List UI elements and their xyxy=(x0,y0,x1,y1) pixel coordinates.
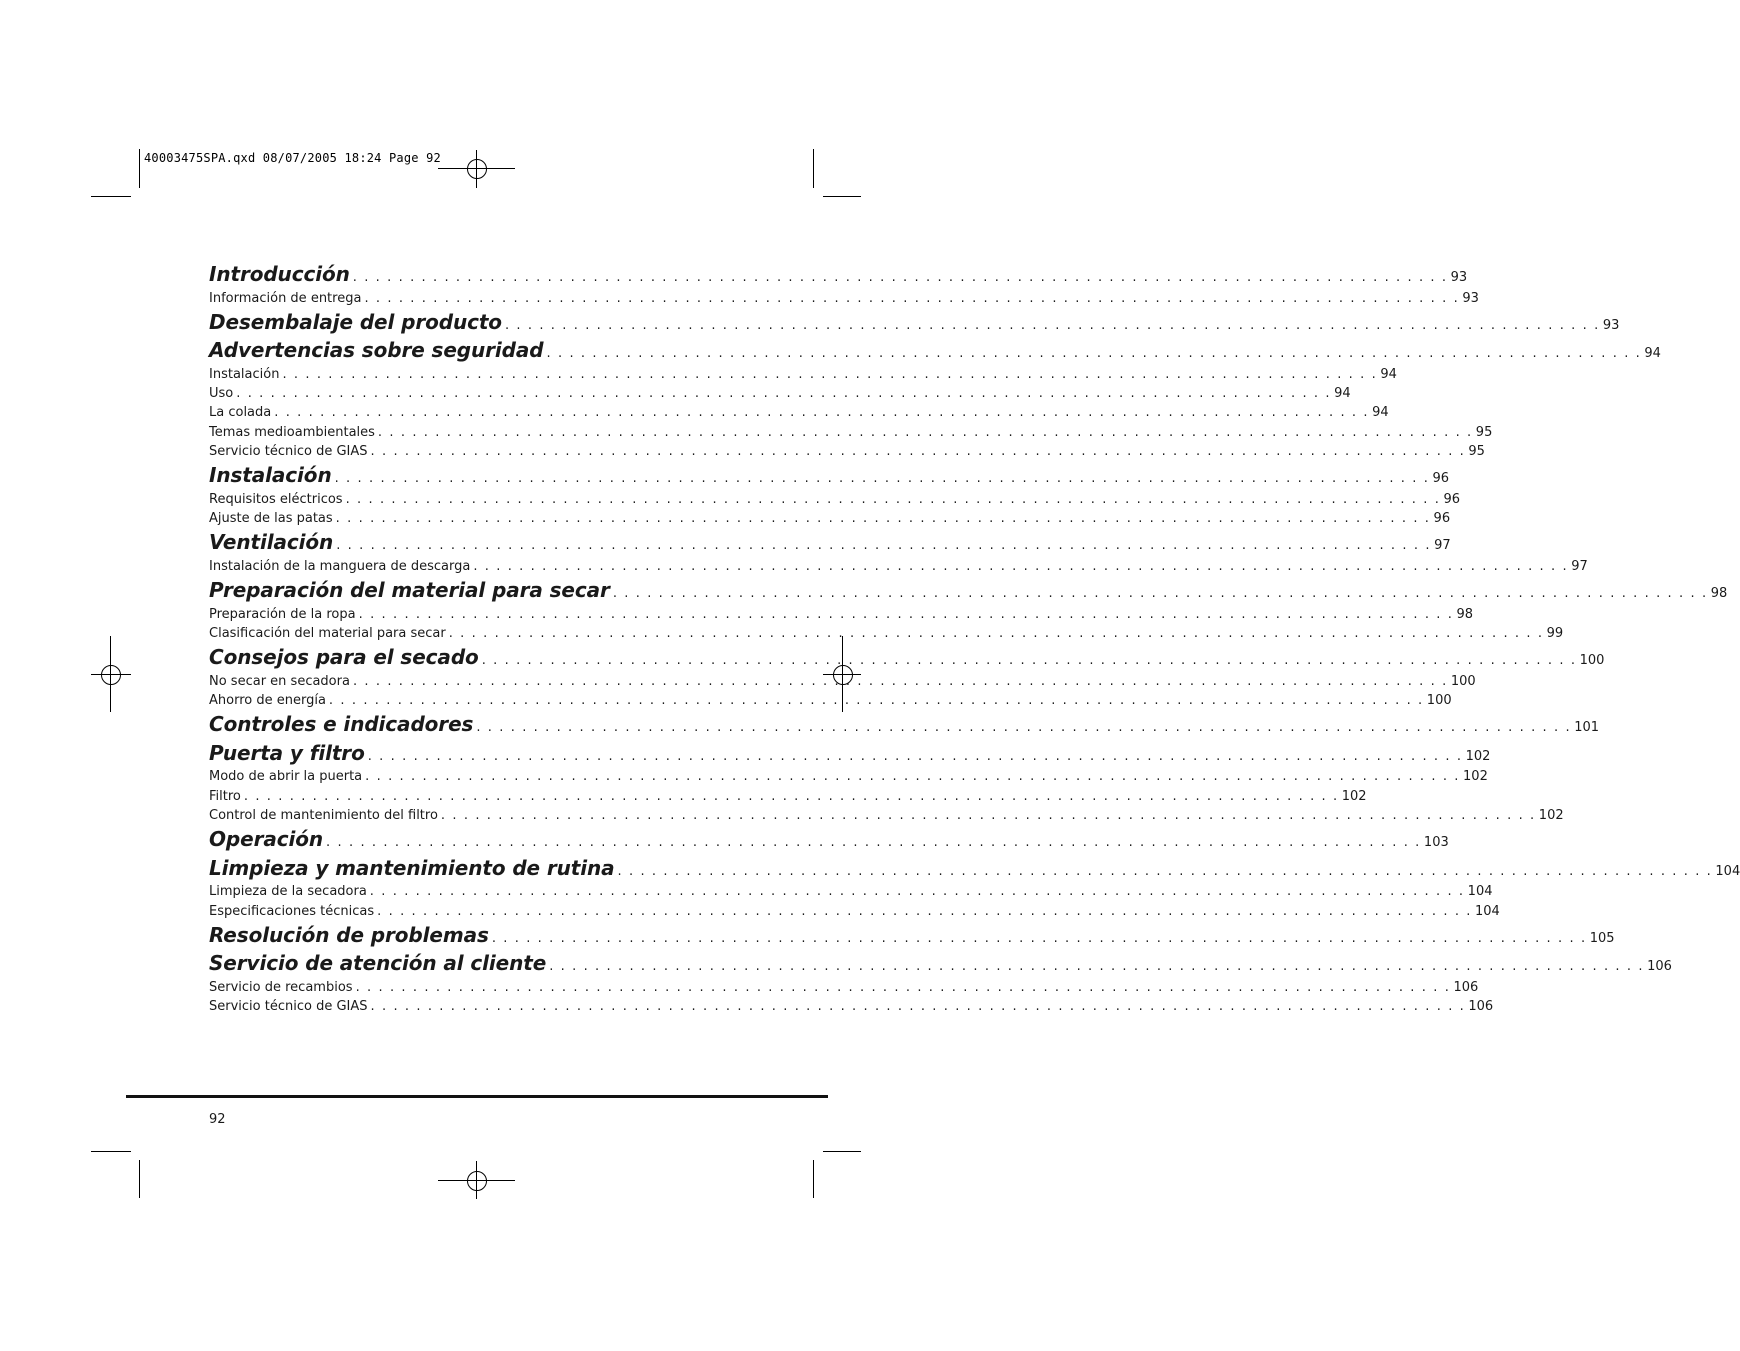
section-entry xyxy=(209,528,1451,557)
section-entry xyxy=(209,739,1491,768)
subsection-entry xyxy=(209,509,1451,528)
toc-section xyxy=(209,739,1564,825)
subsection-title: Requisitos eléctricos xyxy=(209,491,343,507)
subsection-title: Limpieza de la secadora xyxy=(209,884,367,900)
subsection-title: Instalación de la manguera de descarga xyxy=(209,558,471,574)
crop-mark xyxy=(813,149,814,188)
dot-leader: . . . . . . . . . . . . . . . . . . . . . . . . . . . . . . . . . . . . . . . . . . . . . . . . . . . . . . . . . . . . . . . . . . . . . . . . . . . . . . . . . . . . . . . . . . . . . . . . xyxy=(365,769,1461,785)
subsection-entry xyxy=(209,767,1488,786)
section-entry xyxy=(209,643,1605,672)
section-page: 105 xyxy=(1589,930,1615,946)
section-page: 94 xyxy=(1644,346,1661,362)
section-title: Instalación xyxy=(209,463,332,488)
toc-section xyxy=(209,825,1449,854)
subsection-entry xyxy=(209,490,1460,509)
toc-section xyxy=(209,528,1588,576)
dot-leader: . . . . . . . . . . . . . . . . . . . . . . . . . . . . . . . . . . . . . . . . . . . . . . . . . . . . . . . . . . . . . . . . . . . . . . . . . . . . . . . . . . . . . . . . . . . . . . . . xyxy=(617,863,1713,879)
toc-section xyxy=(209,461,1460,528)
section-page: 93 xyxy=(1450,270,1468,285)
subsection-entry xyxy=(209,691,1452,710)
subsection-title: Modo de abrir la puerta xyxy=(209,769,363,785)
dot-leader: . . . . . . . . . . . . . . . . . . . . . . . . . . . . . . . . . . . . . . . . . . . . . . . . . . . . . . . . . . . . . . . . . . . . . . . . . . . . . . . . . . . . . . . . . . . . . . . . xyxy=(328,693,1424,709)
dot-leader: . . . . . . . . . . . . . . . . . . . . . . . . . . . . . . . . . . . . . . . . . . . . . . . . . . . . . . . . . . . . . . . . . . . . . . . . . . . . . . . . . . . . . . . . . . . . . . . . xyxy=(367,748,1463,764)
dot-leader: . . . . . . . . . . . . . . . . . . . . . . . . . . . . . . . . . . . . . . . . . . . . . . . . . . . . . . . . . . . . . . . . . . . . . . . . . . . . . . . . . . . . . . . . . . . . . . . . xyxy=(546,346,1642,362)
subsection-entry xyxy=(209,997,1494,1016)
crop-mark xyxy=(139,149,140,188)
crop-mark xyxy=(139,1160,140,1198)
dot-leader: . . . . . . . . . . . . . . . . . . . . . . . . . . . . . . . . . . . . . . . . . . . . . . . . . . . . . . . . . . . . . . . . . . . . . . . . . . . . . . . . . . . . . . . . . . . . . . . . xyxy=(377,903,1473,919)
subsection-page: 99 xyxy=(1546,625,1564,641)
section-page: 98 xyxy=(1710,586,1728,602)
toc-section xyxy=(209,949,1672,1016)
subsection-title: Filtro xyxy=(209,788,241,804)
dot-leader: . . . . . . . . . . . . . . . . . . . . . . . . . . . . . . . . . . . . . . . . . . . . . . . . . . . . . . . . . . . . . . . . . . . . . . . . . . . . . . . . . . . . . . . . . . . . . . . . xyxy=(377,424,1473,440)
crop-mark xyxy=(813,1160,814,1198)
subsection-title: Uso xyxy=(209,386,234,402)
crop-mark xyxy=(823,1151,861,1152)
dot-leader: . . . . . . . . . . . . . . . . . . . . . . . . . . . . . . . . . . . . . . . . . . . . . . . . . . . . . . . . . . . . . . . . . . . . . . . . . . . . . . . . . . . . . . . . . . . . . . . . xyxy=(326,835,1421,851)
subsection-title: Servicio técnico de GIAS xyxy=(209,443,368,459)
dot-leader: . . . . . . . . . . . . . . . . . . . . . . . . . . . . . . . . . . . . . . . . . . . . . . . . . . . . . . . . . . . . . . . . . . . . . . . . . . . . . . . . . . . . . . . . . . . . . . . . xyxy=(370,999,1466,1015)
subsection-page: 95 xyxy=(1468,443,1485,459)
section-page: 101 xyxy=(1574,720,1600,736)
section-page: 96 xyxy=(1432,471,1450,487)
dot-leader: . . . . . . . . . . . . . . . . . . . . . . . . . . . . . . . . . . . . . . . . . . . . . . . . . . . . . . . . . . . . . . . . . . . . . . . . . . . . . . . . . . . . . . . . . . . . . . . . xyxy=(491,930,1587,946)
footer-rule xyxy=(126,1095,828,1098)
dot-leader: . . . . . . . . . . . . . . . . . . . . . . . . . . . . . . . . . . . . . . . . . . . . . . . . . . . . . . . . . . . . . . . . . . . . . . . . . . . . . . . . . . . . . . . . . . . . . . . . xyxy=(504,317,1600,333)
subsection-entry xyxy=(209,672,1476,691)
subsection-title: La colada xyxy=(209,405,272,421)
subsection-page: 98 xyxy=(1456,606,1474,622)
subsection-title: Especificaciones técnicas xyxy=(209,903,375,919)
subsection-title: Información de entrega xyxy=(209,290,362,306)
subsection-title: Instalación xyxy=(209,366,280,382)
registration-circle xyxy=(101,665,121,685)
subsection-page: 102 xyxy=(1463,769,1488,785)
subsection-page: 100 xyxy=(1450,673,1476,689)
table-of-contents xyxy=(209,260,1740,1016)
toc-section xyxy=(209,921,1615,950)
section-page: 106 xyxy=(1647,959,1672,975)
subsection-entry xyxy=(209,624,1564,643)
subsection-title: Ahorro de energía xyxy=(209,693,326,709)
subsection-page: 104 xyxy=(1475,903,1500,919)
section-title: Puerta y filtro xyxy=(209,740,365,765)
section-entry xyxy=(209,921,1615,950)
subsection-title: Servicio de recambios xyxy=(209,979,353,995)
toc-section xyxy=(209,710,1600,739)
subsection-page: 106 xyxy=(1453,979,1479,995)
subsection-entry xyxy=(209,442,1485,461)
registration-circle xyxy=(467,159,487,179)
toc-section xyxy=(209,643,1605,710)
subsection-entry xyxy=(209,978,1479,997)
subsection-page: 93 xyxy=(1462,290,1479,306)
crop-mark xyxy=(823,196,861,197)
subsection-title: Temas medioambientales xyxy=(209,424,375,440)
dot-leader: . . . . . . . . . . . . . . . . . . . . . . . . . . . . . . . . . . . . . . . . . . . . . . . . . . . . . . . . . . . . . . . . . . . . . . . . . . . . . . . . . . . . . . . . . . . . . . . . xyxy=(612,586,1708,602)
dot-leader: . . . . . . . . . . . . . . . . . . . . . . . . . . . . . . . . . . . . . . . . . . . . . . . . . . . . . . . . . . . . . . . . . . . . . . . . . . . . . . . . . . . . . . . . . . . . . . . . xyxy=(345,491,1441,507)
section-title: Consejos para el secado xyxy=(209,645,479,670)
subsection-title: Clasificación del material para secar xyxy=(209,625,446,641)
section-title: Introducción xyxy=(209,262,350,286)
subsection-entry xyxy=(209,403,1389,422)
dot-leader: . . . . . . . . . . . . . . . . . . . . . . . . . . . . . . . . . . . . . . . . . . . . . . . . . . . . . . . . . . . . . . . . . . . . . . . . . . . . . . . . . . . . . . . . . . . . . . . . xyxy=(473,558,1569,574)
section-page: 103 xyxy=(1423,835,1449,851)
dot-leader: . . . . . . . . . . . . . . . . . . . . . . . . . . . . . . . . . . . . . . . . . . . . . . . . . . . . . . . . . . . . . . . . . . . . . . . . . . . . . . . . . . . . . . . . . . . . . . . . xyxy=(355,979,1451,995)
subsection-title: Preparación de la ropa xyxy=(209,606,356,622)
section-title: Servicio de atención al cliente xyxy=(209,951,547,976)
dot-leader: . . . . . . . . . . . . . . . . . . . . . . . . . . . . . . . . . . . . . . . . . . . . . . . . . . . . . . . . . . . . . . . . . . . . . . . . . . . . . . . . . . . . . . . . . . . . . . . . xyxy=(369,884,1465,900)
dot-leader: . . . . . . . . . . . . . . . . . . . . . . . . . . . . . . . . . . . . . . . . . . . . . . . . . . . . . . . . . . . . . . . . . . . . . . . . . . . . . . . . . . . . . . . . . . . . . . . . xyxy=(335,511,1431,527)
section-entry xyxy=(209,336,1661,365)
dot-leader: . . . . . . . . . . . . . . . . . . . . . . . . . . . . . . . . . . . . . . . . . . . . . . . . . . . . . . . . . . . . . . . . . . . . . . . . . . . . . . . . . . . . . . . . . . . . . . . . xyxy=(481,653,1577,669)
subsection-page: 96 xyxy=(1433,511,1451,527)
subsection-entry xyxy=(209,882,1493,901)
subsection-entry xyxy=(209,365,1397,384)
subsection-page: 102 xyxy=(1341,788,1367,804)
subsection-page: 97 xyxy=(1571,558,1588,574)
section-title: Resolución de problemas xyxy=(209,922,489,947)
dot-leader: . . . . . . . . . . . . . . . . . . . . . . . . . . . . . . . . . . . . . . . . . . . . . . . . . . . . . . . . . . . . . . . . . . . . . . . . . . . . . . . . . . . . . . . . . . . . . . . . xyxy=(370,443,1466,459)
subsection-page: 95 xyxy=(1475,424,1493,440)
section-entry xyxy=(209,854,1740,883)
dot-leader: . . . . . . . . . . . . . . . . . . . . . . . . . . . . . . . . . . . . . . . . . . . . . . . . . . . . . . . . . . . . . . . . . . . . . . . . . . . . . . . . . . . . . . . . . . . . . . . . xyxy=(243,788,1339,804)
subsection-entry xyxy=(209,557,1588,576)
dot-leader: . . . . . . . . . . . . . . . . . . . . . . . . . . . . . . . . . . . . . . . . . . . . . . . . . . . . . . . . . . . . . . . . . . . . . . . . . . . . . . . . . . . . . . . . . . . . . . . . xyxy=(352,673,1448,689)
section-title: Desembalaje del producto xyxy=(209,309,502,334)
dot-leader: . . . . . . . . . . . . . . . . . . . . . . . . . . . . . . . . . . . . . . . . . . . . . . . . . . . . . . . . . . . . . . . . . . . . . . . . . . . . . . . . . . . . . . . . . . . . . . . . xyxy=(352,270,1448,285)
section-title: Operación xyxy=(209,827,324,852)
subsection-title: No secar en secadora xyxy=(209,673,350,689)
dot-leader: . . . . . . . . . . . . . . . . . . . . . . . . . . . . . . . . . . . . . . . . . . . . . . . . . . . . . . . . . . . . . . . . . . . . . . . . . . . . . . . . . . . . . . . . . . . . . . . . xyxy=(336,538,1432,554)
subsection-page: 94 xyxy=(1372,405,1389,421)
section-entry xyxy=(209,825,1449,854)
section-page: 93 xyxy=(1602,317,1620,333)
dot-leader: . . . . . . . . . . . . . . . . . . . . . . . . . . . . . . . . . . . . . . . . . . . . . . . . . . . . . . . . . . . . . . . . . . . . . . . . . . . . . . . . . . . . . . . . . . . . . . . . xyxy=(476,720,1572,736)
subsection-entry xyxy=(209,384,1351,403)
dot-leader: . . . . . . . . . . . . . . . . . . . . . . . . . . . . . . . . . . . . . . . . . . . . . . . . . . . . . . . . . . . . . . . . . . . . . . . . . . . . . . . . . . . . . . . . . . . . . . . . xyxy=(440,807,1536,823)
section-page: 97 xyxy=(1434,538,1451,554)
dot-leader: . . . . . . . . . . . . . . . . . . . . . . . . . . . . . . . . . . . . . . . . . . . . . . . . . . . . . . . . . . . . . . . . . . . . . . . . . . . . . . . . . . . . . . . . . . . . . . . . xyxy=(236,386,1332,402)
toc-section xyxy=(209,308,1620,337)
page-number: 92 xyxy=(209,1112,226,1127)
section-page: 104 xyxy=(1715,863,1740,879)
section-entry xyxy=(209,710,1600,739)
subsection-page: 102 xyxy=(1538,807,1564,823)
section-entry xyxy=(209,461,1450,490)
subsection-page: 104 xyxy=(1467,884,1493,900)
section-title: Ventilación xyxy=(209,530,334,555)
section-title: Preparación del material para secar xyxy=(209,578,610,603)
section-title: Advertencias sobre seguridad xyxy=(209,338,544,363)
file-slug: 40003475SPA.qxd 08/07/2005 18:24 Page 92 xyxy=(144,151,441,165)
subsection-page: 94 xyxy=(1334,386,1351,402)
subsection-entry xyxy=(209,605,1474,624)
section-entry xyxy=(209,260,1468,289)
dot-leader: . . . . . . . . . . . . . . . . . . . . . . . . . . . . . . . . . . . . . . . . . . . . . . . . . . . . . . . . . . . . . . . . . . . . . . . . . . . . . . . . . . . . . . . . . . . . . . . . xyxy=(364,290,1460,306)
subsection-entry xyxy=(209,787,1367,806)
subsection-page: 94 xyxy=(1380,366,1397,382)
dot-leader: . . . . . . . . . . . . . . . . . . . . . . . . . . . . . . . . . . . . . . . . . . . . . . . . . . . . . . . . . . . . . . . . . . . . . . . . . . . . . . . . . . . . . . . . . . . . . . . . xyxy=(282,366,1378,382)
toc-section xyxy=(209,336,1661,461)
section-title: Controles e indicadores xyxy=(209,712,474,737)
section-entry xyxy=(209,308,1620,337)
subsection-entry xyxy=(209,289,1479,308)
subsection-page: 96 xyxy=(1443,491,1460,507)
dot-leader: . . . . . . . . . . . . . . . . . . . . . . . . . . . . . . . . . . . . . . . . . . . . . . . . . . . . . . . . . . . . . . . . . . . . . . . . . . . . . . . . . . . . . . . . . . . . . . . . xyxy=(549,959,1645,975)
dot-leader: . . . . . . . . . . . . . . . . . . . . . . . . . . . . . . . . . . . . . . . . . . . . . . . . . . . . . . . . . . . . . . . . . . . . . . . . . . . . . . . . . . . . . . . . . . . . . . . . xyxy=(274,405,1370,421)
dot-leader: . . . . . . . . . . . . . . . . . . . . . . . . . . . . . . . . . . . . . . . . . . . . . . . . . . . . . . . . . . . . . . . . . . . . . . . . . . . . . . . . . . . . . . . . . . . . . . . . xyxy=(358,606,1454,622)
crop-mark xyxy=(91,196,131,197)
dot-leader: . . . . . . . . . . . . . . . . . . . . . . . . . . . . . . . . . . . . . . . . . . . . . . . . . . . . . . . . . . . . . . . . . . . . . . . . . . . . . . . . . . . . . . . . . . . . . . . . xyxy=(334,471,1430,487)
section-title: Limpieza y mantenimiento de rutina xyxy=(209,855,615,880)
subsection-page: 100 xyxy=(1426,693,1452,709)
section-page: 100 xyxy=(1579,653,1605,669)
subsection-page: 106 xyxy=(1468,999,1494,1015)
toc-section xyxy=(209,260,1479,308)
subsection-title: Ajuste de las patas xyxy=(209,511,333,527)
subsection-entry xyxy=(209,806,1564,825)
section-entry xyxy=(209,576,1728,605)
section-page: 102 xyxy=(1465,748,1491,764)
toc-section xyxy=(209,854,1740,921)
registration-circle xyxy=(467,1171,487,1191)
subsection-title: Servicio técnico de GIAS xyxy=(209,999,368,1015)
crop-mark xyxy=(91,1151,131,1152)
dot-leader: . . . . . . . . . . . . . . . . . . . . . . . . . . . . . . . . . . . . . . . . . . . . . . . . . . . . . . . . . . . . . . . . . . . . . . . . . . . . . . . . . . . . . . . . . . . . . . . . xyxy=(448,625,1544,641)
subsection-entry xyxy=(209,902,1500,921)
section-entry xyxy=(209,949,1672,978)
toc-section xyxy=(209,576,1728,643)
subsection-title: Control de mantenimiento del filtro xyxy=(209,807,438,823)
subsection-entry xyxy=(209,423,1493,442)
